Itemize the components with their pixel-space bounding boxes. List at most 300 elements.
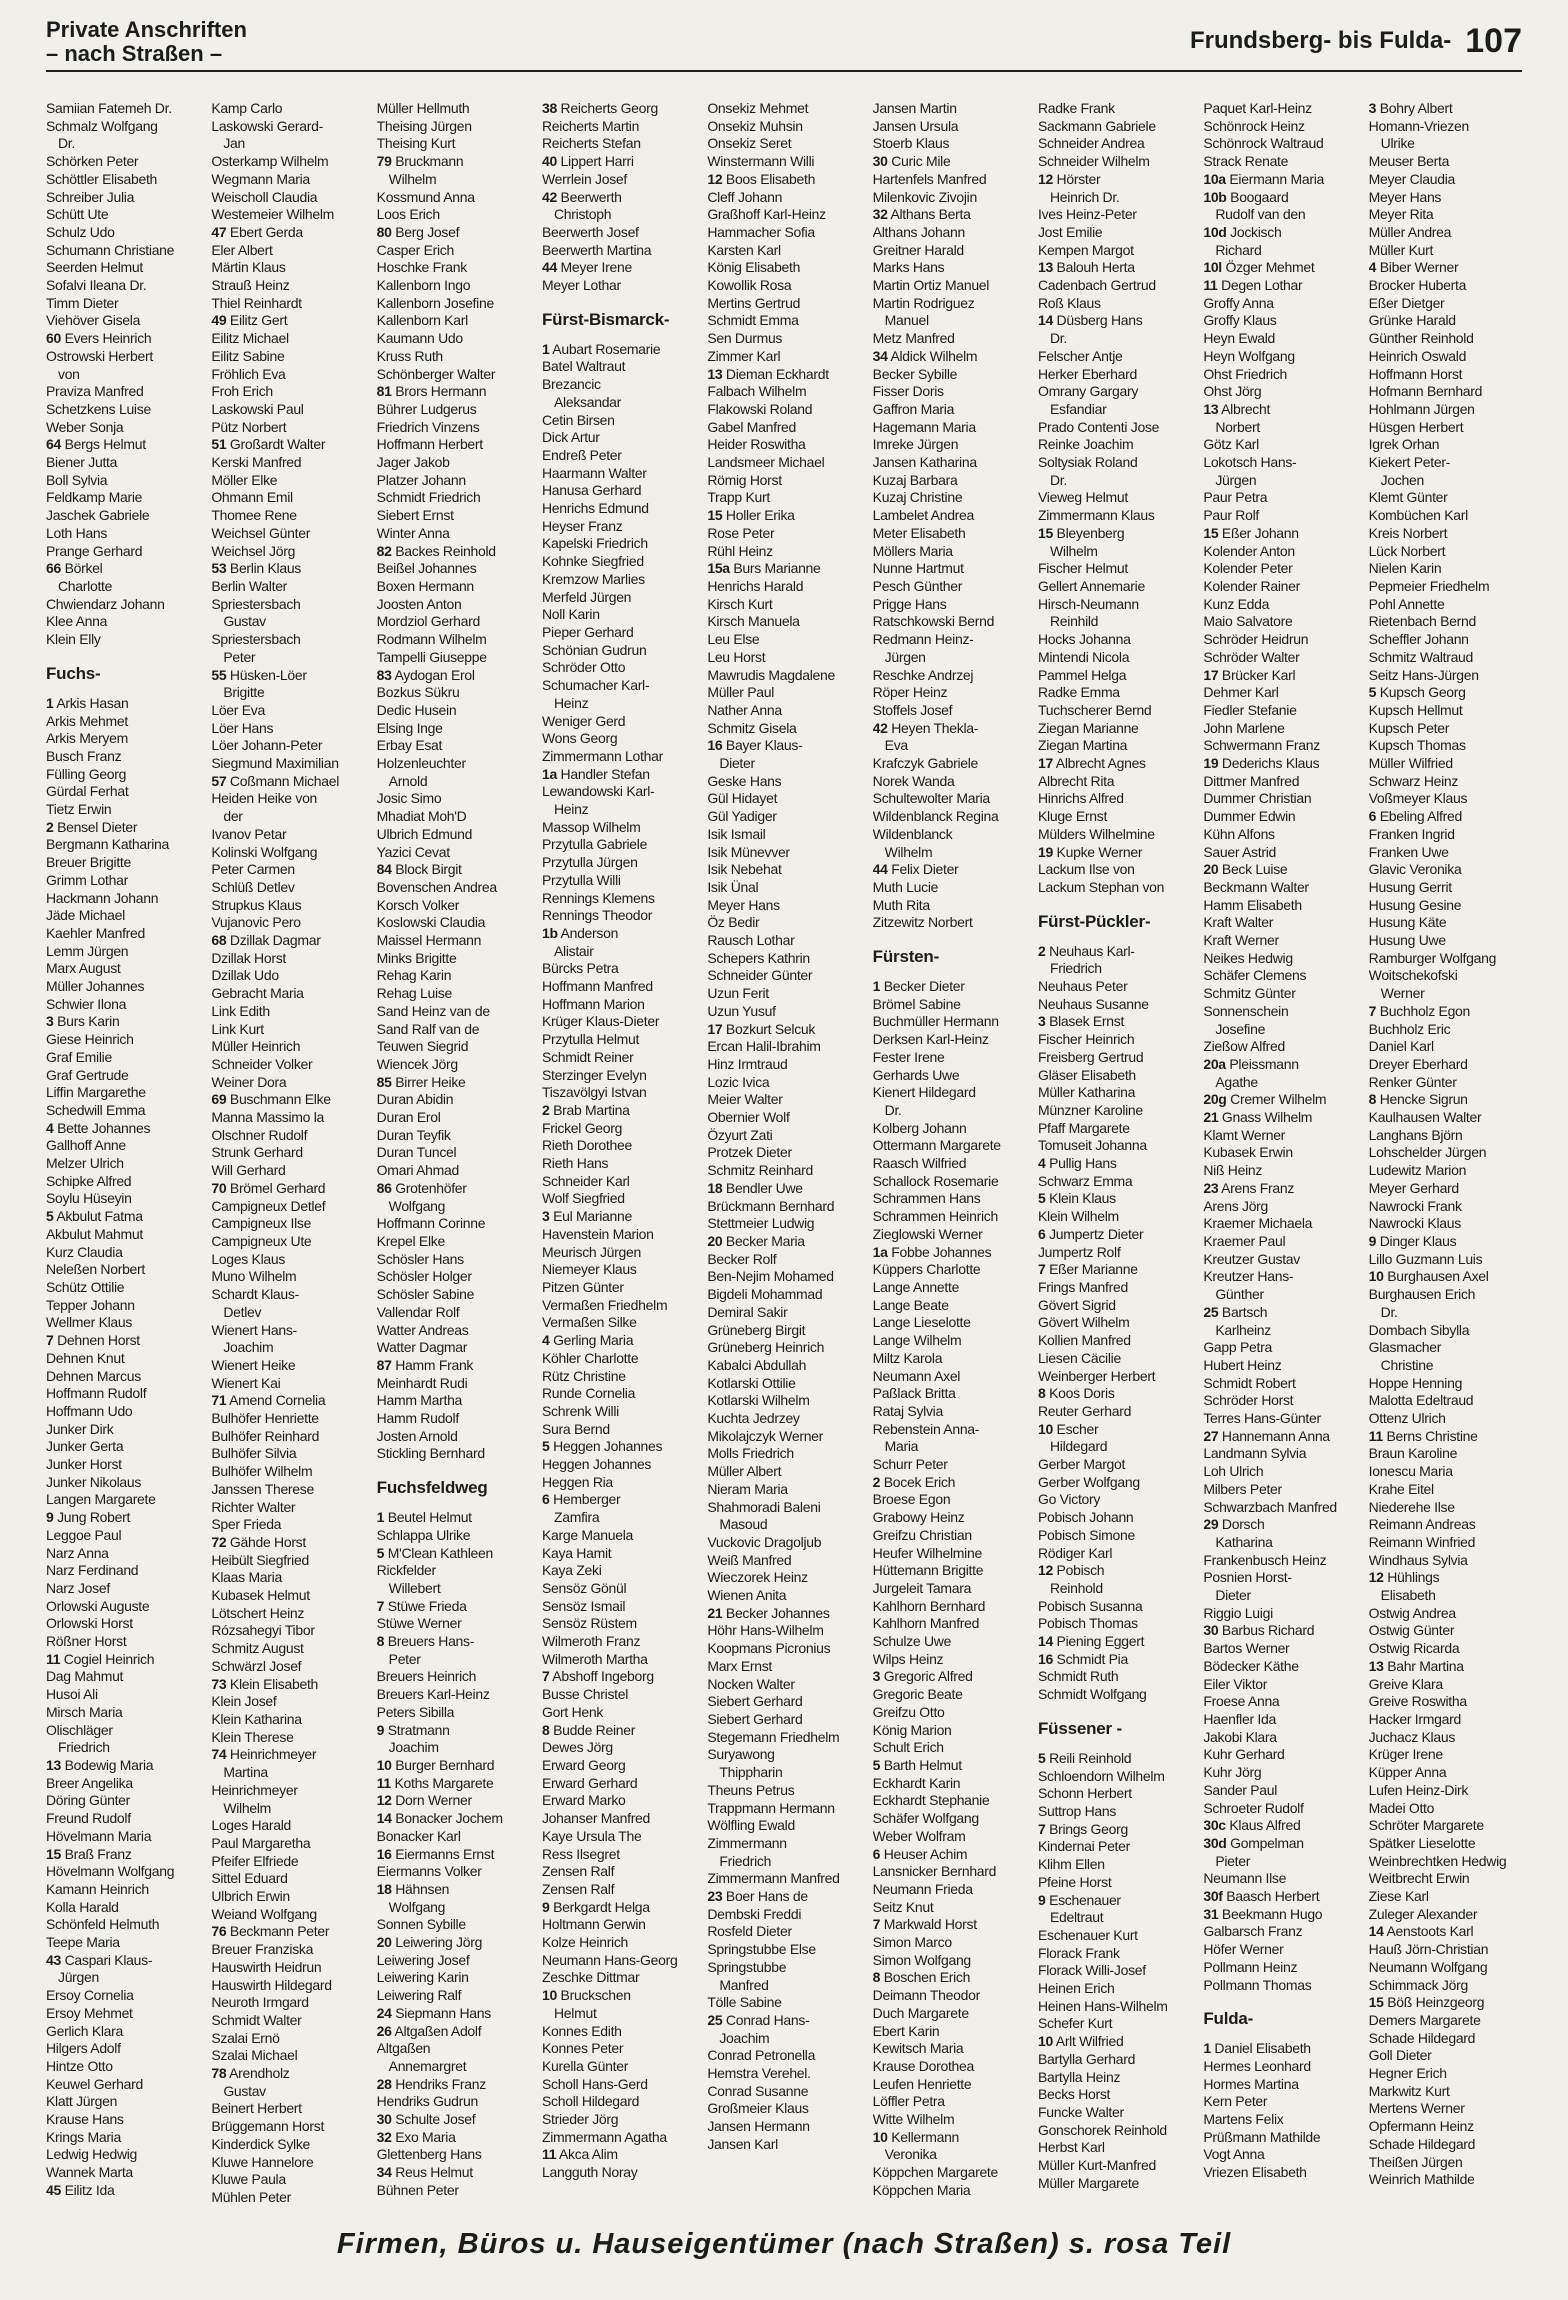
resident-entry: Chwiendarz Johann [46,595,165,612]
resident-entry: Samiian Fatemeh Dr. [46,100,172,116]
entry-continuation: Wilhelm [223,1799,272,1816]
resident-entry: 55 Hüsken-Löer [211,666,307,683]
street-heading: Fürst-Bismarck- [541,309,670,329]
resident-entry: 81 Brors Hermann [376,383,487,400]
resident-entry: 42 Beerwerth [541,188,622,205]
resident-entry: Mirsch Maria [46,1703,123,1720]
resident-entry: Simon Marco [872,1934,952,1951]
resident-entry: Kahlhorn Manfred [872,1615,980,1632]
house-number: 57 [211,772,227,789]
resident-entry: Jaschek Gabriele [46,507,150,524]
resident-entry: Kolender Anton [1203,542,1295,559]
resident-entry: Isik Ismail [707,825,766,842]
resident-entry: Funcke Walter [1037,2103,1124,2120]
entry-continuation: Heinz [553,694,589,711]
resident-entry: Schröter Margarete [1368,1817,1484,1834]
resident-entry: Mülders Wilhelmine [1037,825,1155,842]
resident-entry: 1 Aubart Rosemarie [541,340,661,357]
resident-entry: 18 Bendler Uwe [707,1179,803,1196]
resident-entry: Frings Manfred [1037,1279,1128,1295]
resident-entry: Dag Mahmut [46,1668,124,1685]
resident-entry: Hoffmann Corinne [376,1215,486,1232]
resident-entry: Narz Josef [46,1579,110,1596]
resident-entry: Weniger Gerd [541,712,626,729]
entry-continuation: Thippharin [719,1764,783,1781]
resident-entry: Kolla Harald [46,1898,119,1915]
resident-entry: Zimmermann Lothar [541,747,663,764]
resident-entry: Schröder Horst [1203,1392,1294,1409]
house-number: 43 [46,1951,61,1968]
resident-entry: Weitbrecht Erwin [1368,1870,1470,1887]
resident-entry: Günther Reinhold [1368,330,1474,347]
resident-entry: Heiden Heike von [211,790,318,807]
resident-entry: Boll Sylvia [46,471,108,488]
resident-entry: Hoffmann Herbert [376,436,483,453]
resident-entry: Leu Horst [707,648,766,665]
resident-entry: Hamm Martha [376,1392,463,1409]
resident-entry: Rodmann Wilhelm [376,631,487,648]
resident-entry: 14 Aenstoots Karl [1368,1923,1474,1940]
resident-entry: Meyer Lothar [541,277,621,294]
resident-entry: Kamp Carlo [211,100,283,116]
entry-continuation: Masoud [719,1516,768,1533]
house-number: 84 [376,861,392,878]
resident-entry: Hamm Elisabeth [1203,896,1302,913]
resident-entry: Sander Paul [1203,1781,1278,1798]
resident-entry: Mühlen Peter [211,2188,291,2205]
page-number: 107 [1465,22,1522,60]
resident-entry: 21 Becker Johannes [707,1604,830,1621]
resident-entry: Demiral Sakir [707,1303,788,1320]
resident-entry: Frickel Georg [541,1119,623,1136]
entry-continuation: Reinhold [1049,1579,1103,1596]
resident-entry: Wiencek Jörg [376,1055,458,1072]
resident-entry: 28 Hendriks Franz [376,2075,486,2092]
house-number: 5 [872,1756,881,1773]
resident-entry: Wildenblanck [872,825,953,842]
house-number: 8 [1037,1385,1046,1402]
house-number: 16 [376,1845,392,1862]
resident-entry: Ostwig Ricarda [1368,1640,1460,1657]
resident-entry: Dehmer Karl [1203,684,1279,701]
entry-continuation: Werner [1380,985,1425,1002]
resident-entry: Becks Horst [1037,2086,1111,2103]
house-number: 25 [707,2011,723,2028]
entry-continuation: Friedrich [58,1739,110,1756]
house-number: 11 [46,1650,61,1667]
house-number: 4 [541,1332,550,1349]
resident-entry: Gebracht Maria [211,985,304,1002]
resident-entry: Reuter Gerhard [1037,1402,1132,1419]
resident-entry: Schönrock Waltraud [1203,135,1324,152]
resident-entry: 71 Amend Cornelia [211,1392,326,1409]
resident-entry: Winstermann Willi [707,153,815,170]
resident-entry: Ostwig Andrea [1368,1604,1456,1621]
resident-entry: Beerwerth Josef [541,223,639,240]
house-number: 4 [46,1119,54,1136]
resident-entry: Duran Abidin [376,1091,454,1108]
resident-entry: Weiß Manfred [707,1551,792,1568]
resident-entry: Jumpertz Rolf [1037,1243,1121,1260]
resident-entry: Müller Andrea [1368,223,1452,240]
resident-entry: 13 Bodewig Maria [46,1756,154,1773]
resident-entry: Suryawong [707,1746,775,1763]
entry-continuation: Helmut [553,2004,597,2021]
header-left [46,18,247,66]
resident-entry: Neumann Wolfgang [1368,1958,1488,1975]
resident-entry: Go Victory [1037,1491,1101,1508]
resident-entry: Ress Ilsegret [541,1845,620,1862]
resident-entry: Kaulhausen Walter [1368,1109,1482,1126]
resident-entry: Schmitz Günter [1203,985,1296,1002]
resident-entry: Malotta Edeltraud [1368,1392,1474,1409]
resident-entry: Köppchen Maria [872,2181,971,2198]
resident-entry: Jakobi Klara [1203,1728,1277,1745]
resident-entry: Friedrich Vinzens [376,418,480,435]
resident-entry: Loos Erich [376,206,440,223]
resident-entry: Küppers Charlotte [872,1261,981,1278]
house-number: 3 [541,1208,550,1225]
resident-entry: Rose Peter [707,524,775,541]
resident-entry: Neuhaus Susanne [1037,995,1149,1012]
resident-entry: 25 Bartsch [1203,1303,1268,1320]
resident-entry: Gellert Annemarie [1037,577,1145,594]
resident-entry: Olschner Rudolf [211,1126,308,1143]
resident-entry: Pobisch Susanna [1037,1597,1143,1614]
directory-column [211,100,370,2215]
resident-entry: Norek Wanda [872,772,955,789]
resident-entry: Junker Dirk [46,1420,114,1437]
entry-continuation: Wolfgang [388,1197,446,1214]
resident-entry: Ledwig Hedwig [46,2146,138,2163]
resident-entry: Tepper Johann [46,1296,135,1313]
resident-entry: Jansen Ursula [872,117,959,134]
resident-entry: 5 Kupsch Georg [1368,684,1466,701]
resident-entry: Jager Jakob [376,454,450,471]
resident-entry: Kollien Manfred [1037,1332,1131,1349]
house-number: 10d [1203,223,1227,240]
house-number: 42 [541,188,557,205]
resident-entry: Sensöz Gönül [541,1579,627,1596]
house-number: 7 [872,1916,881,1933]
resident-entry: Markwitz Kurt [1368,2082,1450,2099]
directory-column [1203,100,1362,2215]
resident-entry: Peter Carmen [211,861,295,878]
resident-entry: 7 Brings Georg [1037,1820,1128,1837]
resident-entry: 1 Arkis Hasan [46,694,129,711]
resident-entry: Biener Jutta [46,454,118,471]
resident-entry: Grüneberg Birgit [707,1321,806,1338]
resident-entry: 11 Koths Margarete [376,1774,494,1791]
resident-entry: Dummer Christian [1203,790,1312,807]
resident-entry: Eiermanns Volker [376,1863,482,1880]
resident-entry: Lück Norbert [1368,542,1446,559]
resident-entry: Bürcks Petra [541,960,619,977]
resident-entry: Jansen Karl [707,2135,778,2152]
resident-entry: Kolender Rainer [1203,577,1301,594]
resident-entry: Graf Gertrude [46,1066,129,1083]
resident-entry: Lillo Guzmann Luis [1368,1250,1483,1267]
resident-entry: Schultewolter Maria [872,790,990,807]
resident-entry: Stickling Bernhard [376,1445,485,1462]
resident-entry: Scholl Hans-Gerd [541,2075,648,2092]
entry-continuation: der [223,808,243,825]
resident-entry: Pobisch Johann [1037,1509,1134,1526]
resident-entry: 84 Block Birgit [376,861,462,878]
resident-entry: Feldkamp Marie [46,489,143,506]
resident-entry: Ebert Karin [872,2022,940,2039]
resident-entry: Heibült Siegfried [211,1551,309,1568]
house-number: 18 [707,1179,723,1196]
resident-entry: Hinz Irmtraud [707,1055,788,1072]
resident-entry: Suttrop Hans [1037,1802,1117,1819]
resident-entry: Prado Contenti Jose [1037,418,1160,435]
resident-entry: Heinrichmeyer [211,1781,298,1798]
resident-entry: Minks Brigitte [376,949,457,966]
resident-entry: Lewandowski Karl- [541,783,655,800]
resident-entry: Beißel Johannes [376,560,477,577]
resident-entry: Elsing Inge [376,719,443,736]
resident-entry: Freisberg Gertrud [1037,1048,1144,1065]
resident-entry: Hermes Leonhard [1203,2057,1311,2074]
resident-entry: Bödecker Käthe [1203,1657,1299,1674]
resident-entry: Ercan Halil-Ibrahim [707,1038,821,1055]
resident-entry: Tölle Sabine [707,1994,782,2011]
resident-entry: Watter Dagmar [376,1339,468,1356]
resident-entry: Theising Kurt [376,135,456,152]
resident-entry: Tietz Erwin [46,801,112,818]
resident-entry: Sand Heinz van de [376,1002,490,1019]
resident-entry: Pesch Günther [872,577,963,594]
resident-entry: Kapelski Friedrich [541,535,648,552]
resident-entry: Gerlich Klara [46,2022,124,2039]
resident-entry: Falbach Wilhelm [707,383,807,400]
resident-entry: Stettmeier Ludwig [707,1215,815,1232]
resident-entry: Pieper Gerhard [541,623,634,640]
resident-entry: Ratschkowski Bernd [872,613,995,630]
resident-entry: 83 Aydogan Erol [376,666,475,683]
resident-entry: Neuroth Irmgard [211,1994,309,2011]
resident-entry: 8 Boschen Erich [872,1969,971,1986]
resident-entry: Woitschekofski [1368,967,1458,984]
resident-entry: Werrlein Josef [541,170,628,187]
resident-entry: 2 Brab Martina [541,1101,630,1118]
resident-entry: Meinhardt Rudi [376,1374,468,1391]
house-number: 1a [541,765,557,782]
entry-continuation: Joachim [388,1739,439,1756]
resident-entry: Manna Massimo la [211,1109,325,1126]
resident-entry: Groffy Klaus [1203,312,1277,329]
resident-entry: Siegmund Maximilian [211,755,339,772]
resident-entry: Sackmann Gabriele [1037,117,1156,134]
house-number: 9 [376,1721,385,1738]
resident-entry: Herbst Karl [1037,2139,1105,2156]
resident-entry: Nather Anna [707,701,782,718]
resident-entry: Rühl Heinz [707,542,773,559]
resident-entry: Weinbrechtken Hedwig [1368,1852,1507,1869]
resident-entry: 10b Boogaard [1203,188,1289,205]
house-number: 21 [1203,1109,1219,1126]
resident-entry: Koopmans Picronius [707,1640,831,1657]
house-number: 10 [376,1756,392,1773]
house-number: 13 [707,365,723,382]
resident-entry: Schwermann Franz [1203,737,1320,754]
house-number: 15 [46,1845,61,1862]
resident-entry: Heinen Erich [1037,1980,1115,1997]
house-number: 12 [376,1792,392,1809]
resident-entry: Praviza Manfred [46,383,144,400]
resident-entry: Ludewitz Marion [1368,1162,1467,1179]
resident-entry: Przytulla Helmut [541,1031,640,1048]
entry-continuation: Detlev [223,1303,262,1320]
house-number: 12 [1037,1562,1053,1579]
resident-entry: Stoffels Josef [872,701,953,718]
resident-entry: 1 Beutel Helmut [376,1509,472,1526]
resident-entry: 15a Burs Marianne [707,560,821,577]
resident-entry: Maissel Hermann [376,932,482,949]
resident-entry: Nielen Karin [1368,560,1442,577]
resident-entry: Müller Albert [707,1463,782,1480]
resident-entry: 87 Hamm Frank [376,1356,474,1373]
resident-entry: Kreutzer Gustav [1203,1250,1300,1267]
resident-entry: Conrad Petronella [707,2047,816,2064]
resident-entry: Breuers Heinrich [376,1668,477,1685]
resident-entry: Hoffmann Marion [541,995,645,1012]
resident-entry: Franken Ingrid [1368,825,1455,842]
resident-entry: 20g Cremer Wilhelm [1203,1091,1327,1108]
house-number: 9 [541,1898,550,1915]
resident-entry: Daniel Karl [1368,1038,1434,1055]
resident-entry: Gläser Elisabeth [1037,1066,1136,1083]
resident-entry: Breer Angelika [46,1774,133,1791]
resident-entry: 34 Aldick Wilhelm [872,347,978,364]
resident-entry: Duran Tuncel [376,1144,457,1161]
resident-entry: Schade Hildegard [1368,2135,1476,2152]
house-number: 55 [211,666,227,683]
resident-entry: Gapp Petra [1203,1339,1272,1356]
resident-entry: Götz Karl [1203,436,1259,453]
resident-entry: Großmeier Klaus [707,2100,809,2117]
resident-entry: Strack Renate [1203,153,1289,170]
house-number: 28 [376,2075,392,2092]
resident-entry: Scheffler Johann [1368,631,1469,648]
resident-entry: 15 Bleyenberg [1037,524,1125,541]
resident-entry: Eiler Viktor [1203,1675,1268,1692]
resident-entry: 10 Arlt Wilfried [1037,2033,1124,2050]
resident-entry: Kupsch Peter [1368,719,1450,736]
resident-entry: Husung Käte [1368,914,1447,931]
resident-entry: Igrek Orhan [1368,436,1440,453]
resident-entry: Wildenblanck Regina [872,808,999,825]
resident-entry: Lange Lieselotte [872,1314,971,1331]
resident-entry: Bozkus Sükru [376,684,460,701]
resident-entry: Campigneux Ilse [211,1215,312,1232]
house-number: 8 [376,1633,385,1650]
resident-entry: 5 Reili Reinhold [1037,1749,1132,1766]
resident-entry: 12 Boos Elisabeth [707,170,816,187]
resident-entry: Rehag Luise [376,985,452,1002]
resident-entry: Kubasek Erwin [1203,1144,1293,1161]
resident-entry: Kindernai Peter [1037,1838,1130,1855]
resident-entry: Ziese Karl [1368,1888,1429,1905]
resident-entry: Johanser Manfred [541,1810,651,1827]
resident-entry: Ziegan Martina [1037,737,1128,754]
house-number: 71 [211,1392,227,1409]
resident-entry: Reschke Andrzej [872,666,974,683]
directory-column [873,100,1032,2215]
resident-entry: Kolender Peter [1203,560,1293,577]
resident-entry: Wienert Heike [211,1356,296,1373]
resident-entry: Narz Anna [46,1544,109,1561]
house-number: 72 [211,1533,227,1550]
house-number: 1b [541,924,558,941]
resident-entry: 1b Anderson [541,924,619,941]
resident-entry: Henrichs Edmund [541,500,649,517]
resident-entry: Sensöz Rüstem [541,1615,637,1632]
resident-entry: Osterkamp Wilhelm [211,153,329,170]
resident-entry: Busch Franz [46,747,122,764]
resident-entry: Schmitz Waltraud [1368,648,1474,665]
resident-entry: Schäfer Wolfgang [872,1810,979,1827]
resident-entry: Zitzewitz Norbert [872,914,973,931]
resident-entry: Strieder Jörg [541,2111,619,2128]
resident-entry: Isik Münevver [707,843,790,860]
resident-entry: 8 Budde Reiner [541,1721,636,1738]
resident-entry: Schösler Holger [376,1268,472,1285]
resident-entry: Uzun Ferit [707,985,769,1002]
resident-entry: Meyer Rita [1368,206,1434,223]
entry-continuation: Martina [223,1764,268,1781]
resident-entry: Szalai Ernö [211,2029,280,2046]
resident-entry: Kaye Ursula The [541,1827,642,1844]
resident-entry: 11 Akca Alim [541,2146,618,2163]
resident-entry: Hemstra Verehel. [707,2065,811,2082]
resident-entry: Leiwering Josef [376,1951,470,1968]
resident-entry: Wegmann Maria [211,170,310,187]
resident-entry: Hövelmann Maria [46,1827,152,1844]
resident-entry: Rausch Lothar [707,932,795,949]
resident-entry: Schrammen Heinrich [872,1208,998,1225]
resident-entry: Kempen Margot [1037,241,1134,258]
resident-entry: Springstubbe Else [707,1941,816,1958]
directory-column [377,100,536,2215]
resident-entry: Groffy Anna [1203,294,1274,311]
resident-entry: Jäde Michael [46,907,125,924]
resident-entry: Reicherts Martin [541,117,640,134]
resident-entry: Kuzaj Christine [872,489,963,506]
resident-entry: Fiedler Stefanie [1203,701,1297,718]
resident-entry: Vallendar Rolf [376,1303,460,1320]
resident-entry: Krings Maria [46,2128,121,2145]
entry-continuation: Wilhelm [388,170,437,187]
resident-entry: Schröder Otto [541,659,626,676]
entry-continuation: Heinrich Dr. [1049,188,1120,205]
resident-entry: 78 Arendholz [211,2065,290,2082]
resident-entry: Laskowski Paul [211,400,304,417]
resident-entry: 11 Degen Lothar [1203,277,1303,294]
entry-continuation: Elisabeth [1380,1587,1436,1604]
entry-continuation: Richard [1215,241,1262,258]
resident-entry: Hoffmann Udo [46,1402,133,1419]
resident-entry: Zieglowski Werner [872,1225,983,1242]
resident-entry: Paur Rolf [1203,507,1259,524]
resident-entry: Marks Hans [872,259,945,276]
resident-entry: Derksen Karl-Heinz [872,1031,989,1048]
resident-entry: Jurgeleit Tamara [872,1579,972,1596]
resident-entry: Meyer Gerhard [1368,1179,1459,1196]
resident-entry: Kunz Edda [1203,595,1270,612]
house-number: 19 [1037,843,1053,860]
